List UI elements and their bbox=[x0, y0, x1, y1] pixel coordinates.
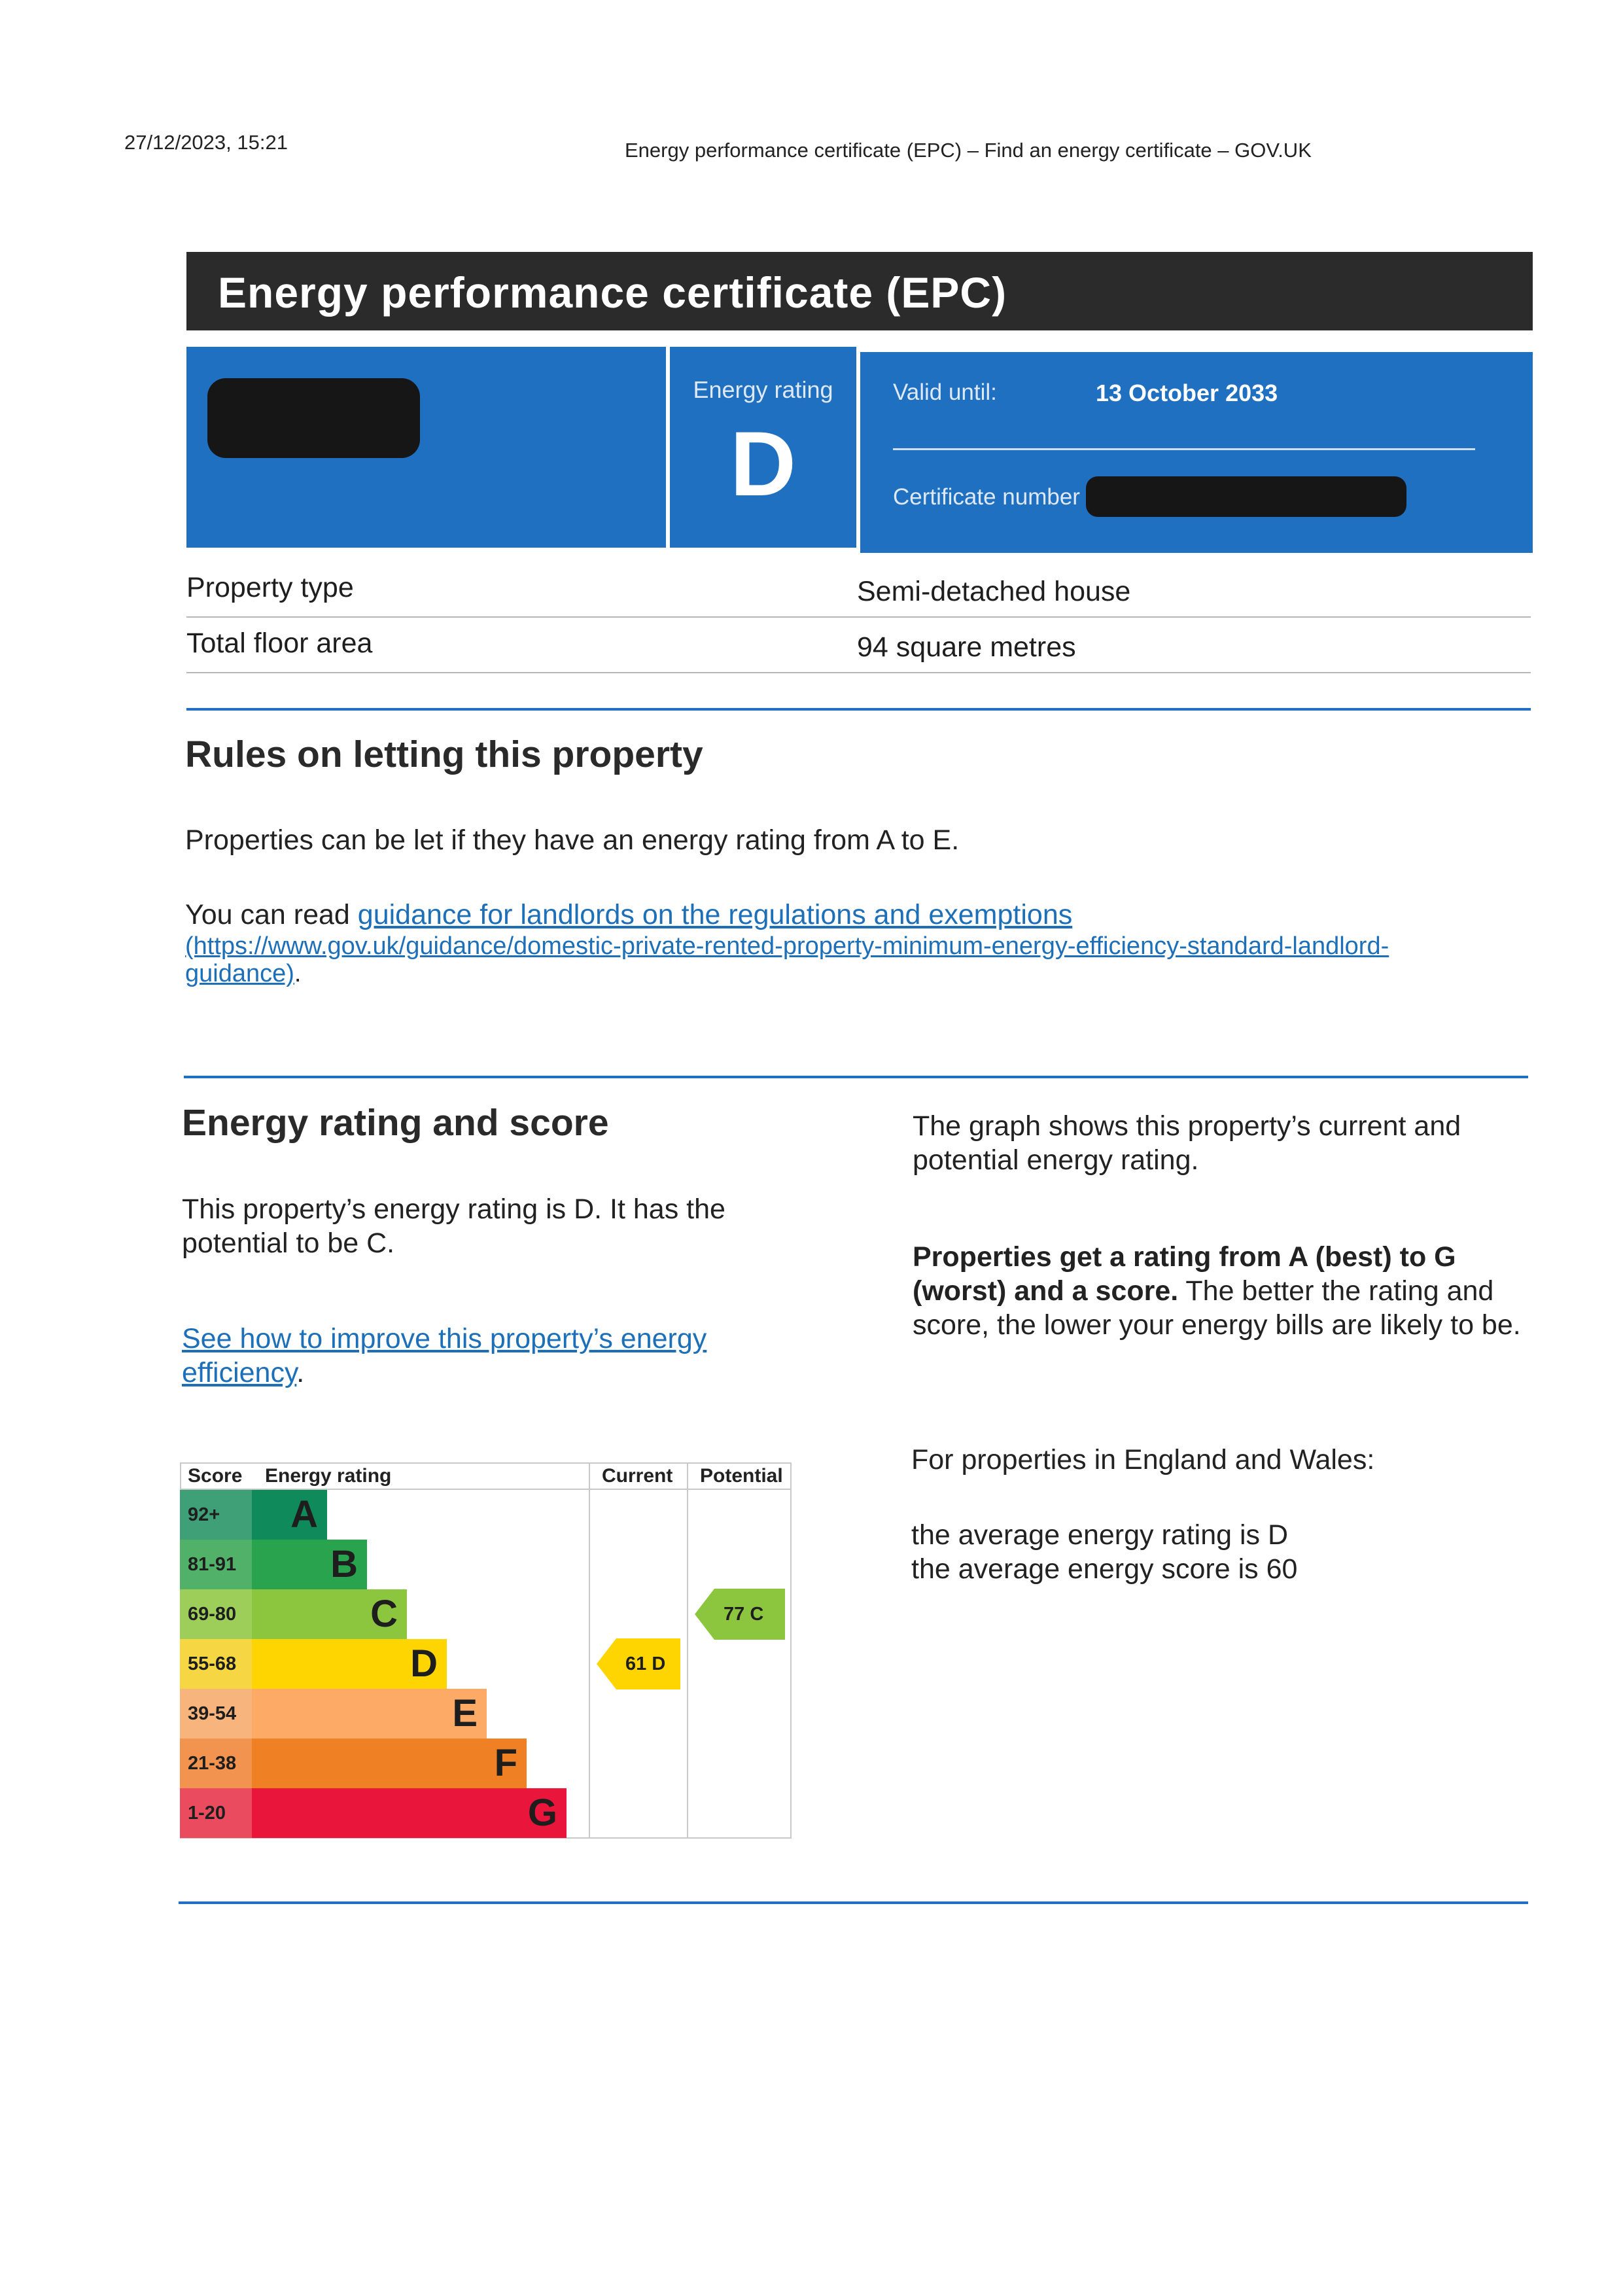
print-date-time: 27/12/2023, 15:21 bbox=[124, 131, 288, 154]
band-letter: B bbox=[330, 1543, 358, 1585]
improve-paragraph bbox=[182, 1322, 784, 1390]
graph-intro: The graph shows this property’s current and potential energy rating. bbox=[913, 1110, 1461, 1176]
energy-rating-panel bbox=[670, 347, 856, 548]
page-title: Energy performance certificate (EPC) bbox=[218, 268, 1007, 317]
column-header-score: Score bbox=[188, 1465, 243, 1487]
band-score-label: 92+ bbox=[180, 1490, 252, 1540]
letting-guidance-paragraph bbox=[185, 898, 1500, 987]
energy-rating-letter: D bbox=[729, 412, 797, 515]
band-score-label: 69-80 bbox=[180, 1589, 252, 1639]
summary-key: Total floor area bbox=[186, 627, 373, 659]
band-bar-c bbox=[252, 1589, 407, 1639]
improve-efficiency-link[interactable]: See how to improve this property’s energy efficiency bbox=[182, 1323, 707, 1388]
band-score-label: 21-38 bbox=[180, 1739, 252, 1788]
band-letter: D bbox=[410, 1642, 438, 1685]
panel-divider bbox=[893, 448, 1475, 450]
band-letter: A bbox=[290, 1493, 318, 1536]
summary-value: Semi-detached house bbox=[857, 576, 1131, 607]
rating-explanation bbox=[913, 1240, 1524, 1342]
improve-suffix: . bbox=[296, 1357, 305, 1388]
band-letter: F bbox=[494, 1742, 517, 1784]
average-rating: the average energy rating is D bbox=[911, 1519, 1289, 1551]
section-divider bbox=[179, 1901, 1528, 1904]
current-rating-arrow-label: 61 D bbox=[625, 1653, 666, 1674]
rating-explanation-rest: The better the rating and score, the lower your energy bills are likely to be. bbox=[913, 1275, 1521, 1341]
band-score-label: 1-20 bbox=[180, 1788, 252, 1838]
summary-row-property-type bbox=[186, 563, 1531, 618]
section-divider bbox=[184, 1076, 1528, 1078]
band-letter: C bbox=[370, 1593, 398, 1635]
band-score-label: 55-68 bbox=[180, 1639, 252, 1689]
band-bar-b bbox=[252, 1540, 367, 1589]
letting-intro: Properties can be let if they have an energy rating from A to E. bbox=[185, 824, 960, 856]
print-page-title: Energy performance certificate (EPC) – Find an energy certificate – GOV.UK bbox=[625, 139, 1312, 162]
band-bar-d bbox=[252, 1639, 447, 1689]
column-header-current: Current bbox=[602, 1465, 673, 1487]
epc-rating-chart bbox=[180, 1462, 792, 1839]
band-score-label: 81-91 bbox=[180, 1540, 252, 1589]
section-divider bbox=[186, 708, 1531, 711]
band-bar-a bbox=[252, 1490, 327, 1540]
summary-row-floor-area bbox=[186, 618, 1531, 673]
summary-key: Property type bbox=[186, 572, 354, 603]
guidance-suffix: . bbox=[294, 960, 302, 987]
band-score-label: 39-54 bbox=[180, 1689, 252, 1739]
redacted-certificate-number bbox=[1086, 476, 1406, 517]
band-letter: E bbox=[452, 1692, 478, 1735]
column-header-potential: Potential bbox=[700, 1465, 783, 1487]
valid-until-label: Valid until: bbox=[893, 380, 997, 405]
redacted-address bbox=[207, 378, 420, 458]
validity-panel bbox=[860, 352, 1533, 553]
band-bar-f bbox=[252, 1739, 527, 1788]
region-text: For properties in England and Wales: bbox=[911, 1444, 1375, 1475]
address-panel bbox=[186, 347, 666, 548]
guidance-prefix: You can read bbox=[185, 899, 358, 930]
energy-rating-summary: This property’s energy rating is D. It has the potential to be C. bbox=[182, 1193, 725, 1259]
band-bar-g bbox=[252, 1788, 567, 1838]
landlord-guidance-url[interactable]: (https://www.gov.uk/guidance/domestic-private-rented-property-minimum-energy-efficiency-standard-landlord-guidance) bbox=[185, 932, 1389, 987]
potential-rating-arrow-label: 77 C bbox=[724, 1604, 764, 1625]
landlord-guidance-link[interactable]: guidance for landlords on the regulations and exemptions bbox=[357, 899, 1073, 930]
summary-value: 94 square metres bbox=[857, 631, 1076, 663]
title-banner bbox=[186, 252, 1533, 330]
band-letter: G bbox=[527, 1792, 557, 1834]
energy-rating-label: Energy rating bbox=[693, 376, 833, 403]
certificate-number-label: Certificate number bbox=[893, 484, 1080, 510]
average-score: the average energy score is 60 bbox=[911, 1553, 1298, 1585]
rating-explanation-bold: Properties get a rating from A (best) to G (worst) and a score. bbox=[913, 1241, 1456, 1307]
chart-column-rule bbox=[589, 1462, 590, 1839]
band-bar-e bbox=[252, 1689, 487, 1739]
column-header-energy-rating: Energy rating bbox=[265, 1465, 392, 1487]
letting-heading: Rules on letting this property bbox=[185, 733, 703, 775]
valid-until-date: 13 October 2033 bbox=[1096, 380, 1278, 406]
chart-column-rule bbox=[687, 1462, 688, 1839]
energy-rating-heading: Energy rating and score bbox=[182, 1102, 609, 1144]
